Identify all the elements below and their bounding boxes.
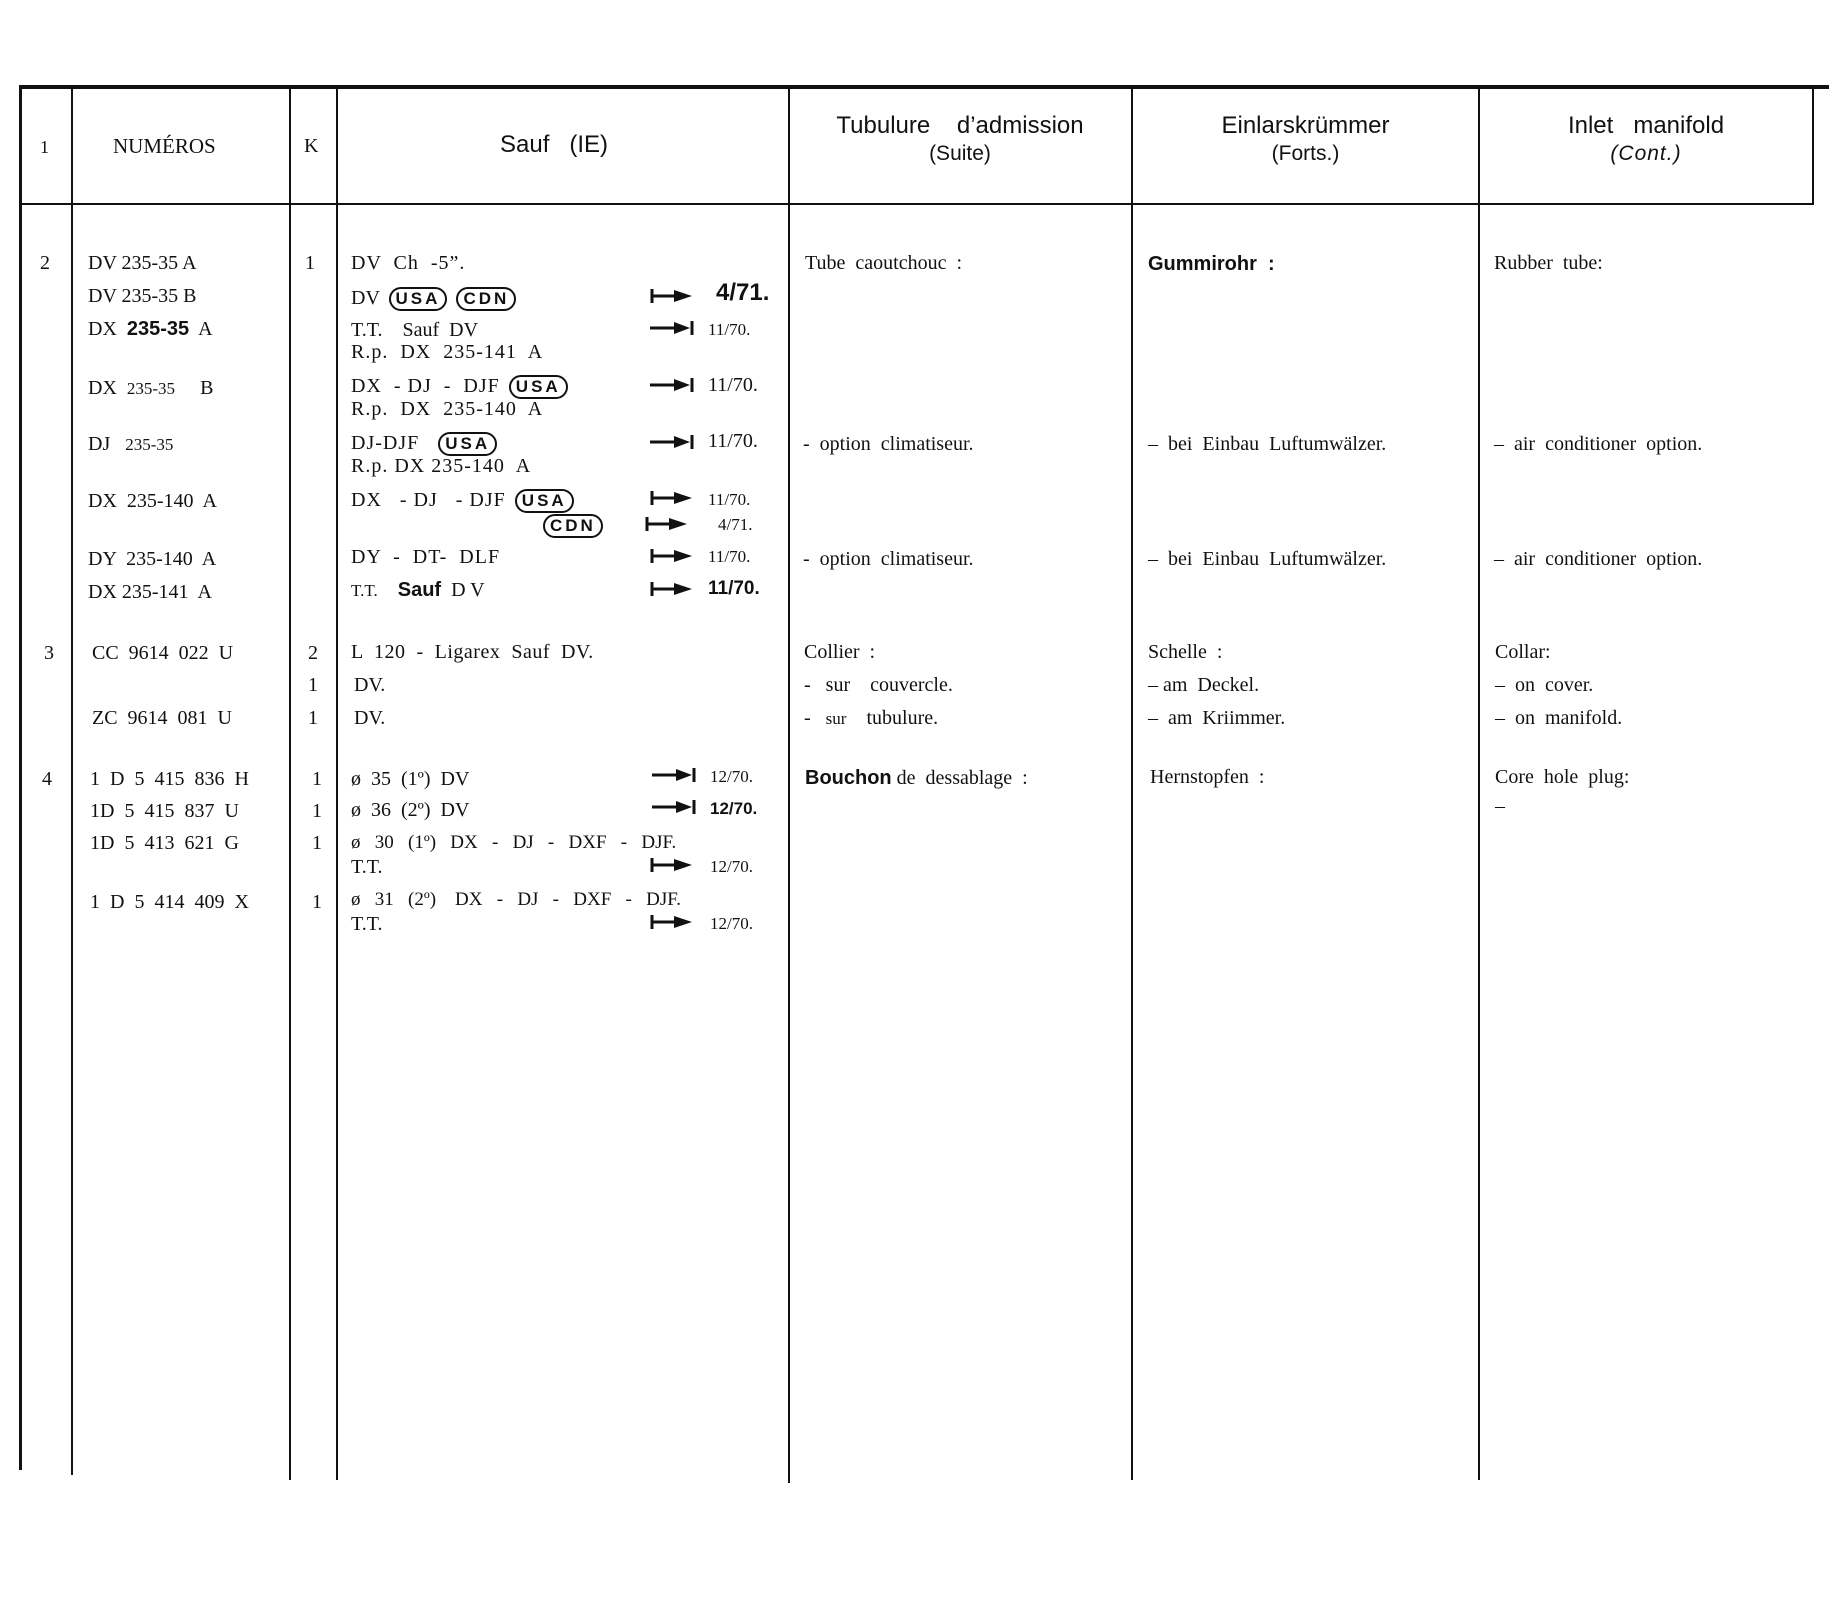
row2-date-5: 11/70. <box>708 490 751 509</box>
row4-sauf-5: ø 31 (2º) DX - DJ - DXF - DJF. <box>351 889 682 910</box>
row3-en-1: Collar: <box>1495 641 1551 663</box>
end-arrow-icon <box>652 799 696 815</box>
header-col-index: 1 <box>40 137 49 157</box>
usa-stamp: USA <box>438 432 497 456</box>
row4-fr-bold: Bouchon <box>805 767 892 789</box>
row3-k-1: 2 <box>308 642 318 664</box>
row2-num-5 <box>88 432 173 457</box>
row4-date-4: 12/70. <box>710 914 753 933</box>
row2-date-2: 11/70. <box>708 320 751 339</box>
row2-sauf-4a-text: DX - DJ - DJF <box>351 375 500 397</box>
row3-k-2: 1 <box>308 674 318 696</box>
row3-en-2: – on cover. <box>1495 674 1594 696</box>
row4-en-1: Core hole plug: <box>1495 766 1630 788</box>
row3-k-3: 1 <box>308 707 318 729</box>
header-fr <box>790 111 1130 167</box>
row2-sauf-5b: R.p. DX 235-140 A <box>351 455 532 477</box>
col-rule-right <box>1812 85 1814 205</box>
header-fr-sub: (Suite) <box>929 142 991 165</box>
row2-sauf-1: DV Ch -5”. <box>351 252 466 274</box>
row2-de-opt2: – bei Einbau Luftumwälzer. <box>1148 548 1387 570</box>
row4-k-3: 1 <box>312 832 322 854</box>
row2-num-3-a: DX <box>88 318 117 340</box>
row4-en-2: – <box>1495 795 1505 817</box>
row3-sauf-1: L 120 - Ligarex Sauf DV. <box>351 641 594 663</box>
col-rule-3 <box>336 85 338 1480</box>
row2-sauf-8-c: D V <box>451 579 485 601</box>
end-arrow-icon <box>650 377 694 393</box>
cdn-stamp: CDN <box>456 287 516 311</box>
row4-num-1: 1 D 5 415 836 H <box>90 768 249 790</box>
usa-stamp: USA <box>515 489 574 513</box>
row3-de-1: Schelle : <box>1148 641 1223 663</box>
end-arrow-icon <box>652 767 696 783</box>
row2-en-opt1: – air conditioner option. <box>1494 433 1703 455</box>
row2-date-7: 11/70. <box>708 547 751 566</box>
row4-num-2: 1D 5 415 837 U <box>90 800 239 822</box>
row2-fr-opt2: - option climatiseur. <box>803 548 974 570</box>
start-arrow-icon <box>645 516 689 532</box>
row2-de-opt1: – bei Einbau Luftumwälzer. <box>1148 433 1387 455</box>
row3-sauf-2: DV. <box>354 674 386 696</box>
row4-fr-rest: de dessablage : <box>896 767 1028 789</box>
row2-sauf-5a <box>351 431 497 456</box>
row3-num-1: CC 9614 022 U <box>92 642 234 664</box>
row2-num-3-b: 235-35 <box>126 318 190 340</box>
row4-date-2: 12/70. <box>710 799 758 818</box>
row2-num-5-b: 235-35 <box>125 435 174 454</box>
row4-sauf-3: ø 30 (1º) DX - DJ - DXF - DJF. <box>351 832 677 853</box>
row2-num-6: DX 235-140 A <box>88 490 217 512</box>
row3-en-3: – on manifold. <box>1495 707 1623 729</box>
start-arrow-icon <box>650 914 694 930</box>
row4-sauf-6: T.T. <box>351 913 383 935</box>
row3-fr-1: Collier : <box>804 641 876 663</box>
start-arrow-icon <box>650 288 694 304</box>
row4-index: 4 <box>42 768 52 790</box>
row4-sauf-1: ø 35 (1º) DV <box>351 768 470 790</box>
row4-date-1: 12/70. <box>710 767 753 786</box>
row2-date-1: 4/71. <box>716 279 770 306</box>
row3-fr-3-word: tubulure. <box>866 707 939 729</box>
row4-date-3: 12/70. <box>710 857 753 876</box>
header-col-k: K <box>304 135 319 157</box>
row2-index: 2 <box>40 252 50 274</box>
row2-num-3 <box>88 317 213 341</box>
row3-fr-2: - sur couvercle. <box>804 674 953 696</box>
row4-k-1: 1 <box>312 768 322 790</box>
row2-sauf-4b: R.p. DX 235-140 A <box>351 398 544 420</box>
row3-num-2: ZC 9614 081 U <box>92 707 232 729</box>
col-rule-6 <box>1478 85 1480 1480</box>
header-en <box>1480 111 1812 167</box>
row3-fr-3 <box>804 706 938 731</box>
header-col-numeros: NUMÉROS <box>113 134 216 158</box>
row2-num-8: DX 235-141 A <box>88 581 212 603</box>
row3-de-2: – am Deckel. <box>1148 674 1260 696</box>
row2-num-4-c: B <box>200 377 214 399</box>
row2-num-4 <box>88 376 213 401</box>
col-rule-1 <box>71 85 73 1475</box>
start-arrow-icon <box>650 857 694 873</box>
row2-num-1: DV 235-35 A <box>88 252 197 274</box>
top-rule <box>20 85 1829 89</box>
row2-sauf-8 <box>351 578 485 603</box>
col-rule-5 <box>1131 85 1133 1480</box>
row4-num-3: 1D 5 413 621 G <box>90 832 239 854</box>
row2-k: 1 <box>305 252 315 274</box>
row3-index: 3 <box>44 642 54 664</box>
row2-en-title: Rubber tube: <box>1494 252 1603 274</box>
row2-sauf-4a <box>351 374 568 399</box>
row2-sauf-6b <box>539 513 603 538</box>
start-arrow-icon <box>650 581 694 597</box>
row2-sauf-6a-text: DX - DJ - DJF <box>351 489 506 511</box>
row2-fr-opt1: - option climatiseur. <box>803 433 974 455</box>
header-en-sub: (Cont.) <box>1610 142 1682 165</box>
row4-de: Hernstopfen : <box>1150 766 1265 788</box>
header-de <box>1133 111 1478 167</box>
cdn-stamp: CDN <box>543 514 603 538</box>
usa-stamp: USA <box>389 287 448 311</box>
row2-sauf-3a: T.T. Sauf DV <box>351 319 479 341</box>
row2-num-3-c: A <box>198 318 213 340</box>
row2-sauf-3b: R.p. DX 235-141 A <box>351 341 544 363</box>
row2-sauf-7: DY - DT- DLF <box>351 546 501 568</box>
row2-sauf-8-a: T.T. <box>351 581 378 600</box>
col-rule-4 <box>788 85 790 1483</box>
row2-num-4-a: DX <box>88 377 117 399</box>
row2-num-4-b: 235-35 <box>126 379 176 398</box>
row2-num-7: DY 235-140 A <box>88 548 217 570</box>
row4-sauf-4: T.T. <box>351 856 383 878</box>
row2-sauf-2-a: DV <box>351 287 380 309</box>
header-de-title: Einlarskrümmer <box>1221 112 1390 139</box>
start-arrow-icon <box>650 490 694 506</box>
row3-fr-3-sur: sur <box>825 709 847 728</box>
row3-de-3: – am Kriimmer. <box>1148 707 1286 729</box>
row2-num-5-a: DJ <box>88 433 111 455</box>
end-arrow-icon <box>650 320 694 336</box>
row3-sauf-3: DV. <box>354 707 386 729</box>
end-arrow-icon <box>650 434 694 450</box>
row4-fr <box>805 766 1028 790</box>
header-fr-title: Tubulure d’admission <box>836 112 1084 139</box>
row2-date-8: 11/70. <box>708 578 760 599</box>
row3-fr-3-dash: - <box>804 707 811 729</box>
row2-sauf-2 <box>351 286 516 311</box>
header-de-sub: (Forts.) <box>1271 142 1340 165</box>
start-arrow-icon <box>650 548 694 564</box>
row2-date-4: 11/70. <box>708 430 758 452</box>
row4-sauf-2: ø 36 (2º) DV <box>351 799 470 821</box>
row2-sauf-5a-text: DJ-DJF <box>351 432 420 454</box>
row2-de-title: Gummirohr : <box>1148 253 1275 275</box>
col-rule-2 <box>289 85 291 1480</box>
usa-stamp: USA <box>509 375 568 399</box>
row2-date-6: 4/71. <box>718 515 753 534</box>
col-rule-left <box>19 85 22 1470</box>
header-col-sauf: Sauf (IE) <box>500 131 609 158</box>
row4-k-2: 1 <box>312 800 322 822</box>
row2-sauf-8-b: Sauf <box>397 579 442 601</box>
row2-fr-title: Tube caoutchouc : <box>805 252 963 274</box>
row2-en-opt2: – air conditioner option. <box>1494 548 1703 570</box>
row2-num-2: DV 235-35 B <box>88 285 197 307</box>
row2-sauf-6a <box>351 488 574 513</box>
header-en-title: Inlet manifold <box>1567 112 1725 139</box>
row4-k-4: 1 <box>312 891 322 913</box>
row2-date-3: 11/70. <box>708 374 758 396</box>
row4-num-4: 1 D 5 414 409 X <box>90 891 249 913</box>
